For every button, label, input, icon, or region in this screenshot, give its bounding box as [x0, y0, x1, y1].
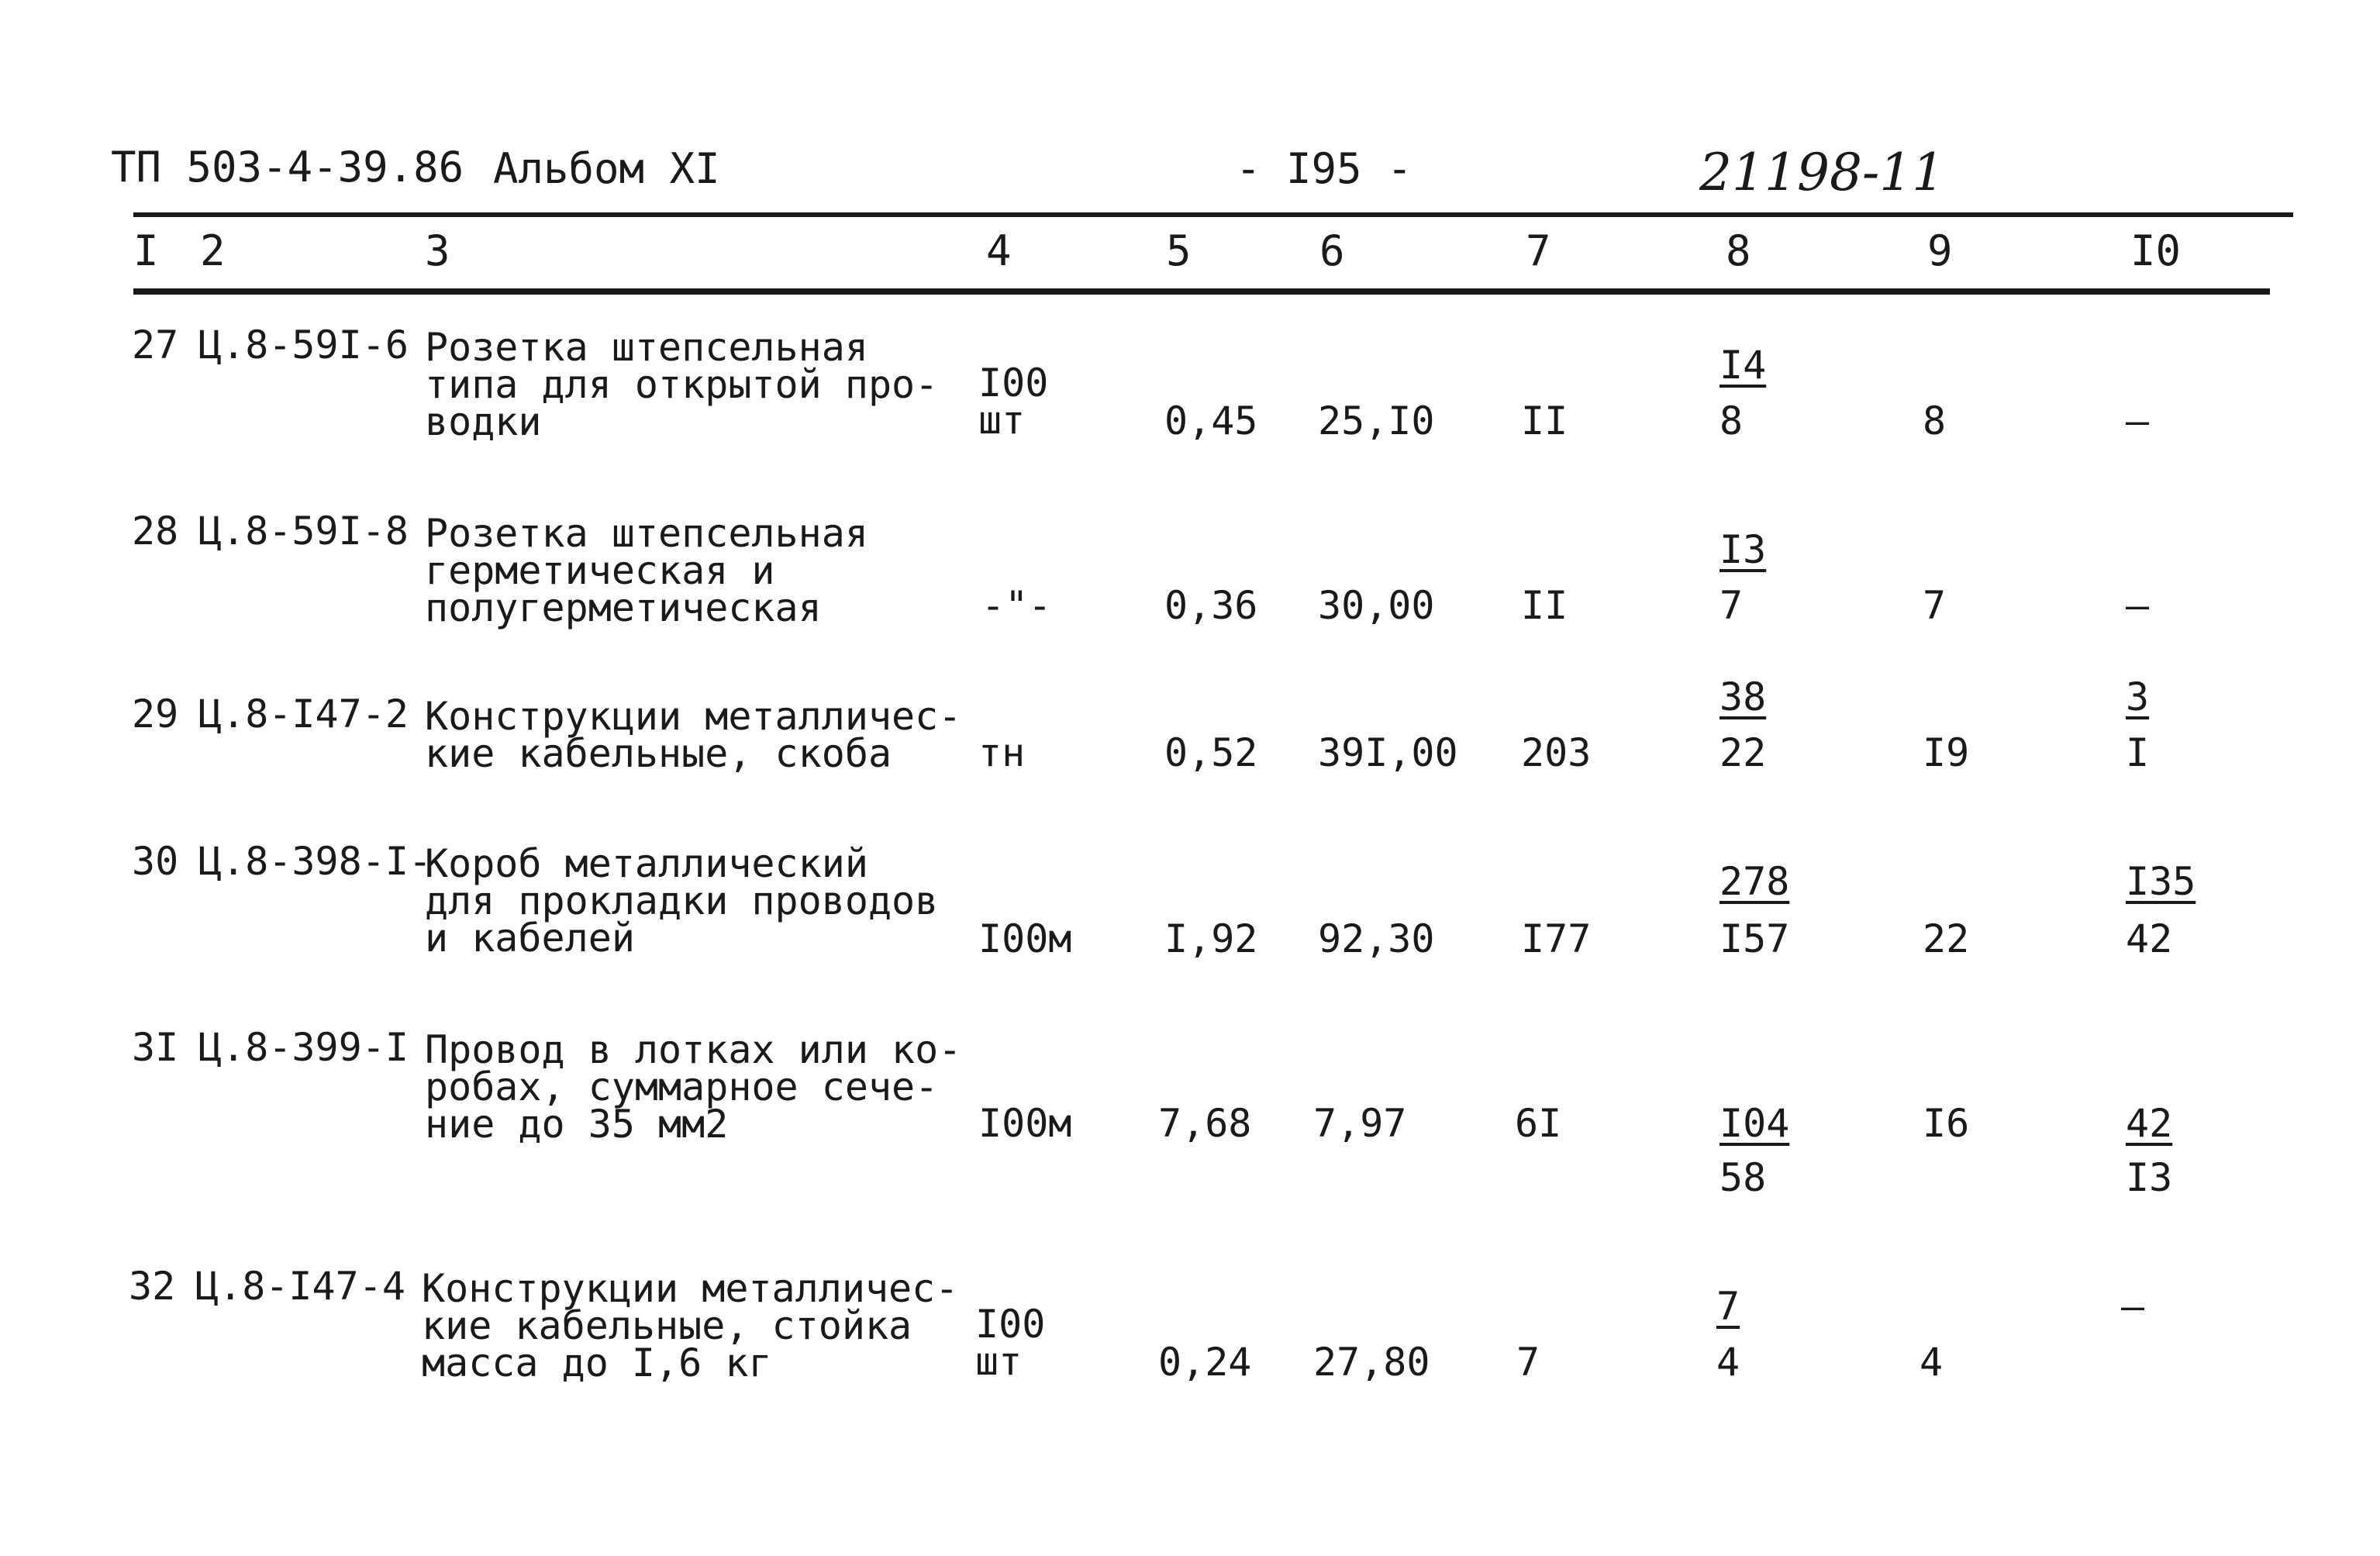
row-col6: 7,97 [1313, 1101, 1407, 1146]
row-col7: 7 [1516, 1340, 1540, 1385]
handwritten-number: 21198-11 [1699, 143, 1945, 202]
column-number: 2 [200, 226, 226, 275]
row-number: 3I [132, 1025, 179, 1070]
column-number: 8 [1726, 226, 1751, 275]
column-number: 7 [1526, 226, 1551, 275]
column-number: I [133, 226, 159, 275]
row-col8-bottom: 7 [1719, 583, 1744, 628]
row-code: Ц.8-399-I [198, 1025, 409, 1070]
row-unit: I00м [978, 1101, 1072, 1146]
row-col8-top: 38 [1719, 674, 1767, 719]
row-col9: 22 [1923, 916, 1970, 961]
column-number: 5 [1166, 226, 1192, 275]
row-code: Ц.8-59I-8 [198, 509, 409, 554]
row-col5: 0,36 [1164, 583, 1258, 628]
row-code: Ц.8-I47-2 [198, 692, 409, 737]
column-number: 6 [1319, 226, 1345, 275]
document-code: ТП 503-4-39.86 [111, 143, 464, 191]
row-col8-bottom: I57 [1719, 916, 1790, 961]
row-col8-top: 278 [1719, 859, 1790, 904]
row-col10-top: – [2121, 1284, 2145, 1329]
row-col5: 7,68 [1158, 1101, 1252, 1146]
row-col5: 0,24 [1158, 1340, 1252, 1385]
row-col9: I9 [1923, 730, 1970, 775]
row-col6: 27,80 [1313, 1340, 1430, 1385]
row-unit: I00 шт [975, 1302, 1046, 1384]
row-col6: 25,I0 [1318, 398, 1435, 443]
column-number: 3 [425, 226, 450, 275]
row-col8-bottom: 4 [1716, 1340, 1740, 1385]
column-number: 9 [1927, 226, 1953, 275]
row-description: Конструкции металличес- кие кабельные, скоба [425, 694, 962, 776]
row-description: Короб металлический для прокладки проводов и кабелей [425, 841, 939, 961]
row-col9: I6 [1923, 1101, 1970, 1146]
row-col5: 0,52 [1164, 730, 1258, 775]
row-number: 32 [129, 1264, 176, 1309]
row-col10-top: 3 [2126, 674, 2150, 719]
row-col5: I,92 [1164, 916, 1258, 961]
row-col10-bottom: – [2126, 398, 2150, 443]
row-number: 29 [132, 692, 179, 737]
row-number: 30 [132, 839, 179, 884]
row-col6: 39I,00 [1318, 730, 1458, 775]
row-col10-top: 42 [2126, 1101, 2173, 1146]
album-label: Альбом XI [493, 144, 720, 193]
row-col8-bottom: 22 [1719, 730, 1767, 775]
row-unit: -"- [981, 583, 1052, 628]
row-col7: I77 [1521, 916, 1592, 961]
column-number: 4 [986, 226, 1012, 275]
header-top-rule [133, 212, 2293, 217]
column-number: I0 [2130, 226, 2182, 275]
row-number: 27 [132, 323, 179, 367]
row-col8-top: I3 [1719, 527, 1767, 572]
row-description: Конструкции металличес- кие кабельные, стойка масса до I,6 кг [422, 1266, 959, 1385]
row-col8-bottom: 58 [1719, 1155, 1767, 1200]
row-col9: 4 [1920, 1340, 1944, 1385]
row-number: 28 [132, 509, 179, 554]
row-col10-bottom: – [2126, 583, 2150, 628]
row-col10-bottom: I [2126, 730, 2150, 775]
row-col10-bottom: I3 [2126, 1155, 2173, 1200]
row-col5: 0,45 [1164, 398, 1258, 443]
row-col7: 6I [1515, 1101, 1562, 1146]
row-unit: тн [978, 730, 1026, 775]
row-col10-bottom: 42 [2126, 916, 2173, 961]
row-description: Розетка штепсельная герметическая и полугерметическая [425, 511, 868, 630]
row-col8-top: 7 [1716, 1284, 1740, 1329]
row-col6: 30,00 [1318, 583, 1435, 628]
row-description: Розетка штепсельная типа для открытой про- водки [425, 325, 939, 444]
row-description: Провод в лотках или ко- робах, суммарное сече- ние до 35 мм2 [425, 1027, 962, 1147]
header-bottom-rule [133, 288, 2270, 295]
page-number: - I95 - [1236, 144, 1412, 193]
row-unit: I00м [978, 916, 1072, 961]
row-col8-top: I4 [1719, 343, 1767, 388]
row-col7: 203 [1521, 730, 1592, 775]
row-col7: II [1521, 583, 1568, 628]
row-col9: 8 [1923, 398, 1947, 443]
row-code: Ц.8-I47-4 [195, 1264, 405, 1309]
row-col7: II [1521, 398, 1568, 443]
row-col6: 92,30 [1318, 916, 1435, 961]
row-unit: I00 шт [978, 361, 1049, 443]
row-col9: 7 [1923, 583, 1947, 628]
row-code: Ц.8-59I-6 [198, 323, 409, 367]
row-col8-top: I04 [1719, 1101, 1790, 1146]
row-col8-bottom: 8 [1719, 398, 1744, 443]
row-col10-top: I35 [2126, 859, 2196, 904]
row-code: Ц.8-398-I- [198, 839, 433, 884]
